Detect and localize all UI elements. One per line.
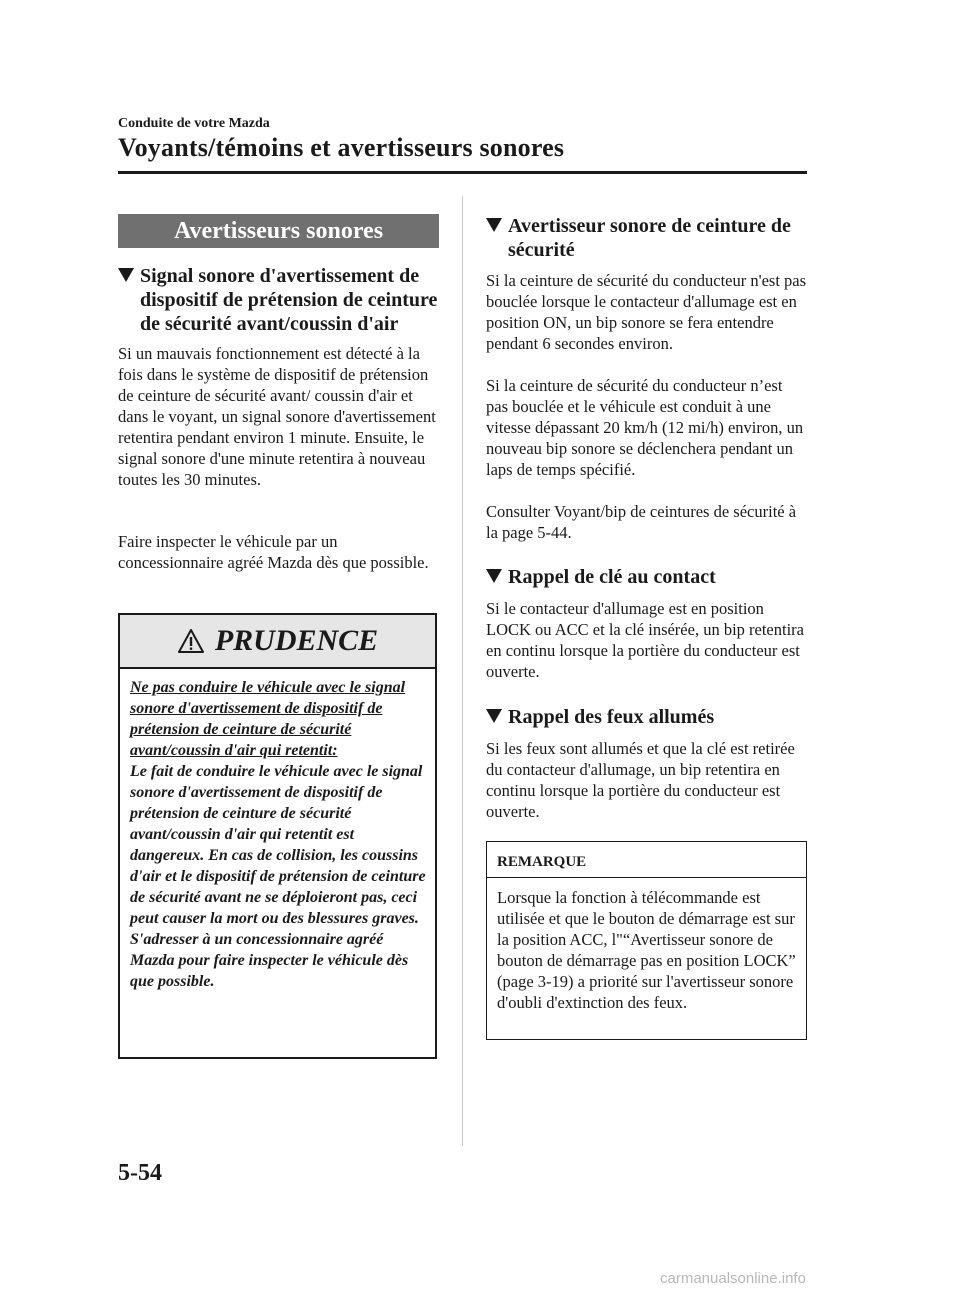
caution-underlined-text: Ne pas conduire le véhicule avec le signal sonore d'avertissement de dispositif de prétension de ceinture de sécurité avant/coussin d'air qui retentit: [130,679,406,759]
paragraph-seatbelt-3: Consulter Voyant/bip de ceintures de sécurité à la page 5-44. [486,502,797,542]
subsection-heading-text: Rappel des feux allumés [508,706,715,728]
subsection-heading-seatbelt [486,214,811,262]
page-title: Voyants/témoins et avertisseurs sonores [118,133,565,162]
chapter-title: Conduite de votre Mazda [118,116,270,131]
caution-header [120,615,435,669]
paragraph-seatbelt-1: Si la ceinture de sécurité du conducteur n'est pas bouclée lorsque le contacteur d'allumage est en position ON, un bip sonore se fera entendre pendant 6 secondes environ. [486,271,807,353]
header-rule [118,171,807,174]
caution-label: PRUDENCE [214,624,379,657]
subsection-heading-pretensioner [118,264,443,336]
paragraph-seatbelt-2: Si la ceinture de sécurité du conducteur n’est pas bouclée et le véhicule est conduit à une vitesse dépassant 20 km/h (12 mi/h) environ, un nouveau bip sonore se déclenchera pendant un laps de temps spécifié. [486,376,804,479]
column-divider [462,196,463,1146]
watermark: carmanualsonline.info [660,1270,806,1287]
warning-triangle-icon [177,628,205,654]
triangle-bullet-icon [486,569,502,583]
paragraph-key-reminder: Si le contacteur d'allumage est en position LOCK ou ACC et la clé insérée, un bip retentira en continu lorsque la portière du conducteur est ouverte. [486,599,804,681]
section-band-label: Avertisseurs sonores [173,217,384,244]
caution-text-2: S'adresser à un concessionnaire agréé Mazda pour faire inspecter le véhicule dès que possible. [130,931,409,990]
caution-body [130,677,427,992]
subsection-heading-text: Signal sonore d'avertissement de dispositif de prétension de ceinture de sécurité avant/coussin d'air [140,265,438,335]
note-box [486,841,807,1040]
page-number: 5-54 [118,1160,162,1186]
triangle-bullet-icon [118,268,134,282]
triangle-bullet-icon [486,709,502,723]
note-header: REMARQUE [487,842,806,878]
note-body: Lorsque la fonction à télécommande est utilisée et que le bouton de démarrage est sur la position ACC, l"“Avertisseur sonore de bouton de démarrage pas en position LOCK” (page 3-19) a priorité sur l'avertisseur sonore d'oubli d'extinction des feux. [497,888,796,1012]
caution-box [118,613,437,1059]
subsection-heading-text: Rappel de clé au contact [508,566,716,588]
subsection-heading-key-reminder [486,565,811,589]
paragraph-pretensioner-1: Si un mauvais fonctionnement est détecté à la fois dans le système de dispositif de prétension de ceinture de sécurité avant/ coussin d'air et dans le voyant, un signal sonore d'avertissement retentira pendant environ 1 minute. Ensuite, le signal sonore d'une minute retentira à nouveau toutes les 30 minutes. [118,344,436,489]
paragraph-pretensioner-2: Faire inspecter le véhicule par un concessionnaire agréé Mazda dès que possible. [118,532,429,572]
subsection-heading-lights-reminder [486,705,811,729]
subsection-heading-text: Avertisseur sonore de ceinture de sécurité [508,215,791,261]
paragraph-lights-reminder: Si les feux sont allumés et que la clé est retirée du contacteur d'allumage, un bip retentira en continu lorsque la portière du conducteur est ouverte. [486,739,795,821]
triangle-bullet-icon [486,218,502,232]
caution-text-1: Le fait de conduire le véhicule avec le signal sonore d'avertissement de dispositif de prétension de ceinture de sécurité avant/coussin d'air qui retentit est dangereux. En cas de collision, les coussins d'air et le dispositif de prétension de ceinture de sécurité avant ne se déploieront pas, ceci peut causer la mort ou des blessures graves. [130,763,426,927]
section-band [118,214,439,248]
